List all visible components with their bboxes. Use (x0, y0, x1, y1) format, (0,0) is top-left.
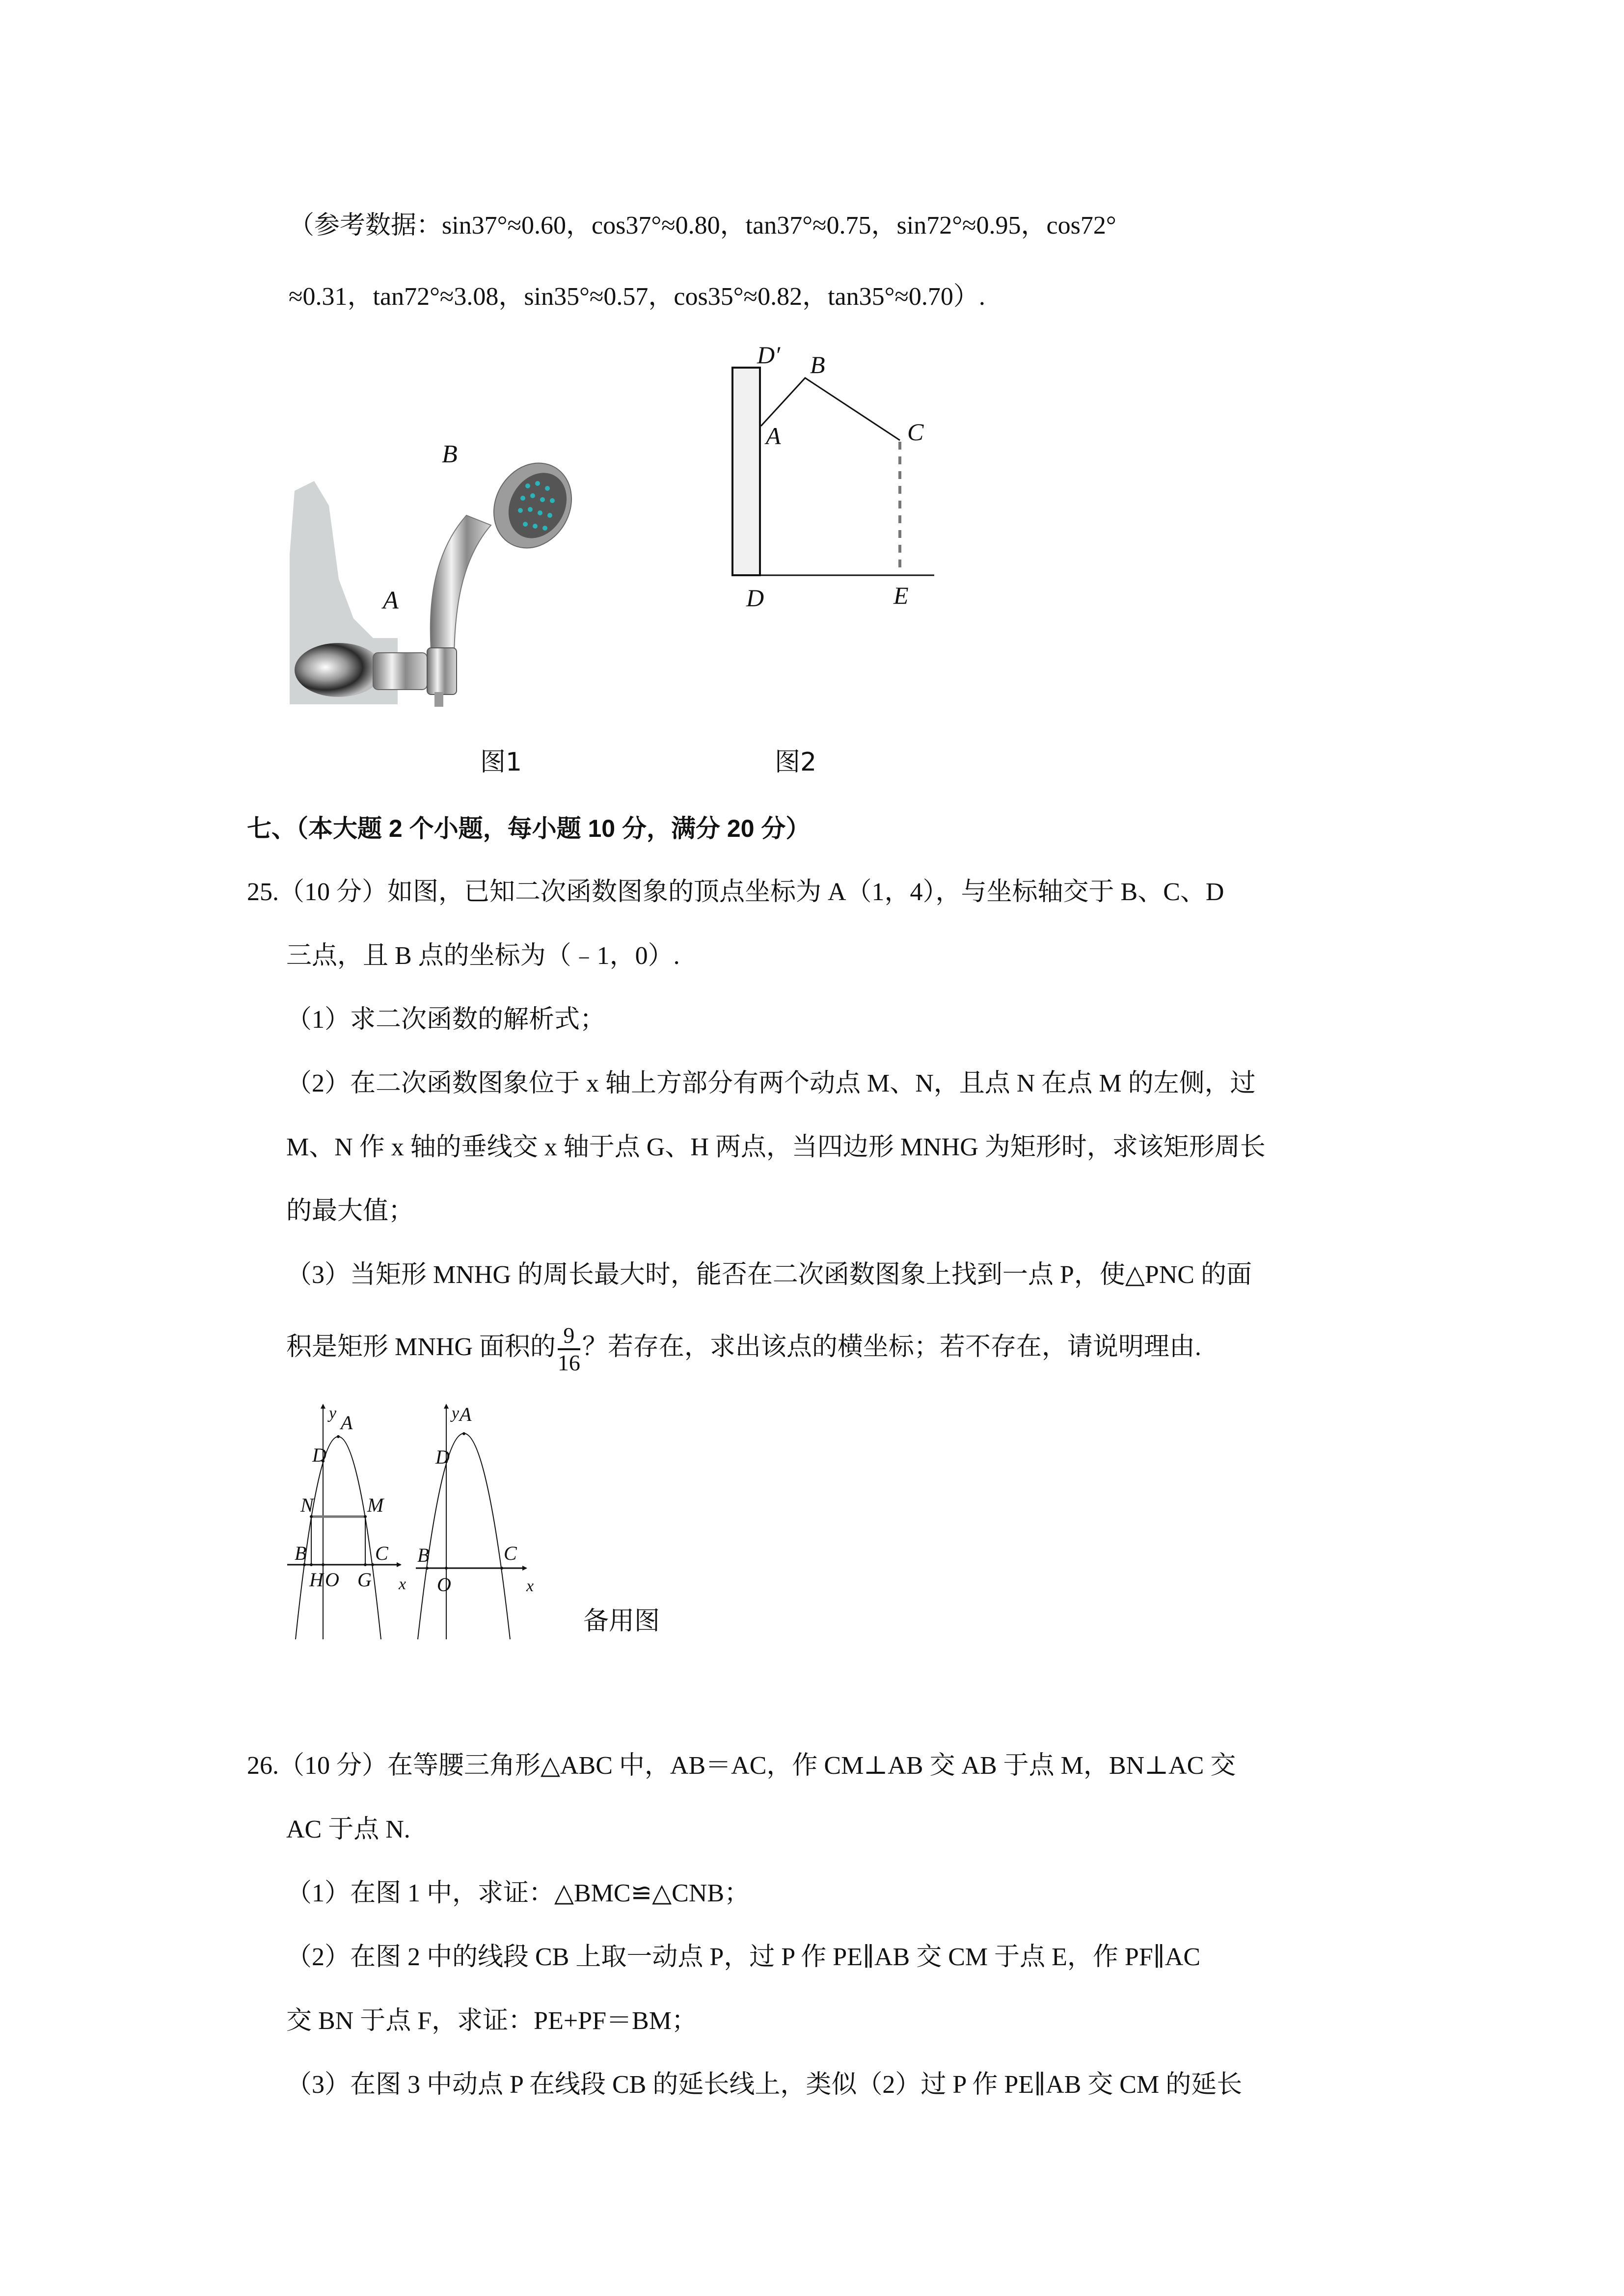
q25-figure-spare (412, 1399, 540, 1644)
fig1-label-B: B (442, 440, 458, 468)
fig25-label-C: C (375, 1542, 388, 1564)
figure-1-shower-photo (285, 432, 599, 707)
shower-head-illustration (285, 432, 599, 707)
fraction-numerator: 9 (558, 1323, 580, 1350)
fig25-label-M: M (367, 1494, 384, 1516)
spare-label-x: x (526, 1577, 534, 1595)
q25-stem-line-1: 25.（10 分）如图，已知二次函数图象的顶点坐标为 A（1，4），与坐标轴交于 B、C、D (247, 878, 1224, 906)
fig2-label-D-prime: D′ (757, 344, 781, 369)
spare-label-B: B (417, 1544, 430, 1566)
spare-figure-caption: 备用图 (583, 1606, 660, 1636)
fig2-label-E: E (893, 582, 909, 609)
fig25-label-D: D (312, 1444, 326, 1466)
fig25-label-O: O (325, 1569, 339, 1591)
figure-1-caption: 图1 (480, 748, 522, 777)
fig25-label-N: N (300, 1494, 314, 1516)
q25-part-3-line-2-post: ？若存在，求出该点的横坐标；若不存在，请说明理由. (582, 1333, 1201, 1361)
fig25-label-B: B (295, 1542, 307, 1564)
spare-label-A: A (460, 1403, 472, 1425)
q25-figure-main (285, 1399, 412, 1644)
fig2-label-D: D (746, 584, 764, 612)
parabola-spare (412, 1399, 540, 1644)
q26-part-2-line-1: （2）在图 2 中的线段 CB 上取一动点 P，过 P 作 PE∥AB 交 CM 于点 E，作 PF∥AC (286, 1943, 1200, 1971)
q25-part-2-line-3: 的最大值； (286, 1197, 414, 1225)
q26-part-2-line-2: 交 BN 于点 F，求证：PE+PF＝BM； (286, 2007, 697, 2035)
fig1-label-A: A (383, 587, 399, 614)
section-7-heading: 七、（本大题 2 个小题，每小题 10 分，满分 20 分） (247, 815, 811, 842)
reference-data-line-1: （参考数据：sin37°≈0.60，cos37°≈0.80，tan37°≈0.75，sin72°≈0.95，cos72° (289, 212, 1116, 240)
fig25-label-G: G (357, 1569, 372, 1591)
q26-stem-line-1: 26.（10 分）在等腰三角形△ABC 中，AB＝AC，作 CM⊥AB 交 AB 于点 M，BN⊥AC 交 (247, 1752, 1236, 1780)
q26-part-1: （1）在图 1 中，求证：△BMC≌△CNB； (286, 1879, 750, 1907)
q26-stem-line-2: AC 于点 N. (286, 1815, 410, 1843)
fig25-label-x: x (399, 1575, 406, 1593)
fig25-label-y: y (329, 1404, 337, 1422)
spare-label-C: C (504, 1542, 517, 1564)
figure-2-diagram (712, 344, 967, 712)
spare-label-D: D (435, 1446, 450, 1468)
figure-2-caption: 图2 (775, 748, 817, 777)
fig25-label-H: H (309, 1569, 324, 1591)
q25-part-3-line-2-pre: 积是矩形 MNHG 面积的 (286, 1333, 556, 1361)
fig25-label-A: A (341, 1412, 353, 1434)
fig2-label-A: A (766, 422, 781, 450)
spare-label-y: y (452, 1404, 460, 1422)
fraction-denominator: 16 (557, 1350, 580, 1376)
q25-part-1: （1）求二次函数的解析式； (286, 1006, 606, 1034)
fraction-9-16 (558, 1323, 580, 1376)
reference-data-line-2: ≈0.31，tan72°≈3.08，sin35°≈0.57，cos35°≈0.82，tan35°≈0.70）. (289, 283, 985, 311)
wall-shower-geometry (712, 344, 967, 712)
q25-stem-line-2: 三点，且 B 点的坐标为（﹣1，0）. (286, 942, 680, 970)
q25-part-2-line-2: M、N 作 x 轴的垂线交 x 轴于点 G、H 两点，当四边形 MNHG 为矩形时，求该矩形周长 (286, 1133, 1266, 1161)
q25-part-2-line-1: （2）在二次函数图象位于 x 轴上方部分有两个动点 M、N，且点 N 在点 M 的左侧，过 (286, 1069, 1256, 1097)
spare-label-O: O (437, 1574, 451, 1596)
q26-part-3-line-1: （3）在图 3 中动点 P 在线段 CB 的延长线上，类似（2）过 P 作 PE∥AB 交 CM 的延长 (286, 2071, 1243, 2099)
fig2-label-B: B (810, 351, 825, 378)
q25-part-3-line-2 (286, 1320, 1201, 1376)
fig2-label-C: C (907, 418, 924, 446)
q25-part-3-line-1: （3）当矩形 MNHG 的周长最大时，能否在二次函数图象上找到一点 P，使△PNC 的面 (286, 1261, 1252, 1289)
parabola-with-rectangle (285, 1399, 412, 1644)
